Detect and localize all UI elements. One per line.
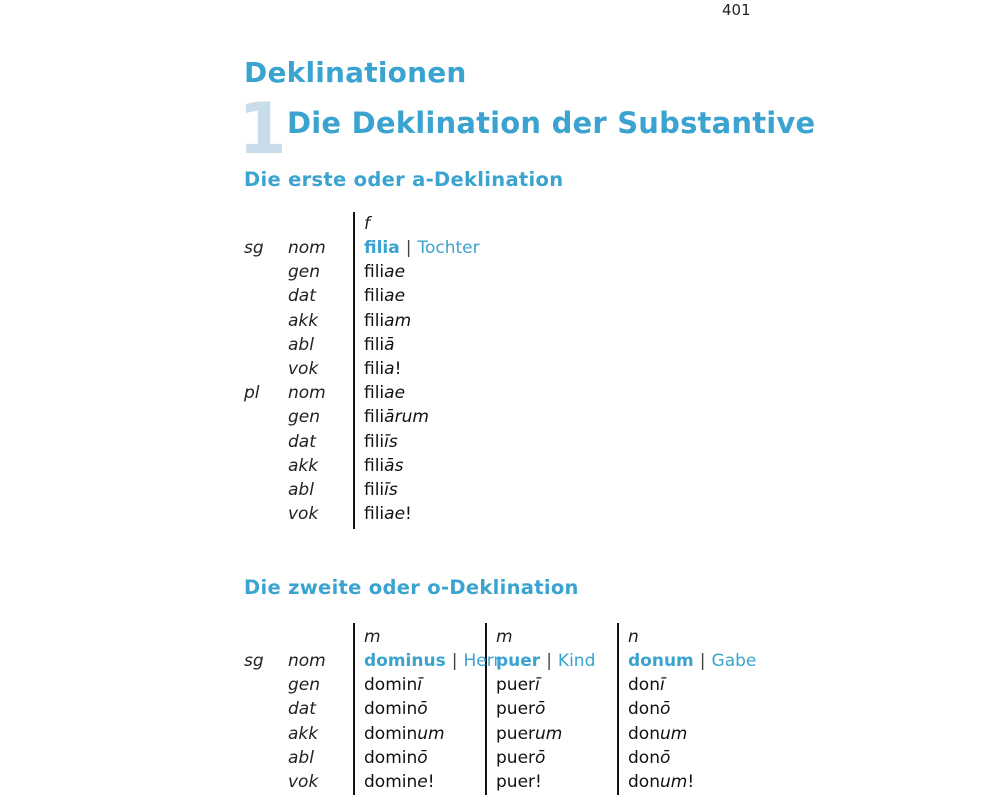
- form-ending: um: [659, 724, 688, 744]
- form-stem: fili: [364, 432, 385, 452]
- case-label: abl: [288, 480, 314, 500]
- word-form: [364, 284, 405, 308]
- form-stem: fili: [364, 262, 385, 282]
- form-stem: fili: [364, 407, 385, 427]
- word-form: [628, 746, 670, 770]
- page-number: 401: [722, 1, 751, 19]
- form-stem: puer: [496, 675, 536, 695]
- case-label: dat: [288, 699, 316, 719]
- number-label: sg: [244, 238, 264, 258]
- form-stem: fili: [364, 335, 385, 355]
- main-heading: Deklinationen: [244, 56, 467, 89]
- word-form: [364, 357, 401, 381]
- case-label: nom: [288, 651, 326, 671]
- form-ending: ī: [535, 675, 540, 695]
- form-stem: domin: [364, 699, 418, 719]
- form-stem: don: [628, 699, 660, 719]
- lemma: dominus: [364, 651, 446, 671]
- form-ending: ō: [417, 748, 428, 768]
- form-stem: puer: [496, 772, 536, 792]
- gloss: Kind: [557, 651, 596, 671]
- form-ending: ārum: [384, 407, 429, 427]
- case-label: dat: [288, 286, 316, 306]
- separator: |: [699, 651, 706, 671]
- chapter-title: Die Deklination der Substantive: [287, 106, 816, 140]
- number-label: sg: [244, 651, 264, 671]
- form-stem: puer: [496, 748, 536, 768]
- form-ending: ō: [659, 748, 671, 768]
- lemma: filia: [364, 238, 400, 258]
- word-form: [496, 746, 545, 770]
- gloss: Herr: [463, 651, 501, 671]
- case-label: gen: [288, 407, 321, 427]
- word-form: [364, 430, 398, 454]
- form-ending: ō: [659, 699, 671, 719]
- gloss: Tochter: [417, 238, 480, 258]
- word-form: [364, 697, 428, 721]
- lemma-entry: [628, 649, 756, 673]
- word-form: [364, 673, 422, 697]
- case-label: akk: [288, 724, 319, 744]
- form-ending: um: [417, 724, 445, 744]
- form-punct: !: [405, 504, 412, 524]
- gender-label: m: [364, 627, 381, 647]
- form-ending: am: [384, 311, 412, 331]
- word-form: [364, 260, 405, 284]
- word-form: [496, 697, 545, 721]
- word-form: [364, 405, 429, 429]
- lemma-entry: [364, 236, 480, 260]
- word-form: [364, 502, 412, 526]
- form-stem: fili: [364, 286, 385, 306]
- case-label: akk: [288, 456, 319, 476]
- form-ending: ō: [535, 699, 546, 719]
- form-stem: don: [628, 675, 660, 695]
- word-form: [628, 770, 694, 794]
- table-divider: [617, 623, 619, 795]
- table-divider: [353, 212, 355, 529]
- gender-label: n: [628, 627, 639, 647]
- form-punct: !: [394, 359, 402, 379]
- word-form: [496, 673, 540, 697]
- form-ending: ī: [659, 675, 665, 695]
- form-stem: domin: [364, 675, 418, 695]
- table-divider: [353, 623, 355, 795]
- form-ending: e: [417, 772, 428, 792]
- case-label: abl: [288, 748, 314, 768]
- form-stem: fili: [364, 456, 385, 476]
- word-form: [496, 770, 542, 794]
- case-label: akk: [288, 311, 319, 331]
- form-stem: fili: [364, 359, 385, 379]
- case-label: vok: [288, 359, 319, 379]
- form-stem: fili: [364, 504, 385, 524]
- form-stem: puer: [496, 724, 536, 744]
- form-punct: !: [687, 772, 695, 792]
- word-form: [496, 722, 562, 746]
- form-stem: don: [628, 724, 660, 744]
- word-form: [364, 454, 403, 478]
- case-label: dat: [288, 432, 316, 452]
- word-form: [364, 309, 411, 333]
- section-title-a-declension: Die erste oder a-Deklination: [244, 168, 564, 191]
- lemma-entry: [496, 649, 595, 673]
- case-label: gen: [288, 262, 321, 282]
- form-ending: īs: [384, 432, 398, 452]
- form-ending: a: [384, 359, 395, 379]
- form-ending: ō: [535, 748, 546, 768]
- word-form: [364, 746, 428, 770]
- chapter-number: 1: [238, 88, 287, 170]
- case-label: vok: [288, 504, 319, 524]
- form-stem: fili: [364, 311, 385, 331]
- form-ending: ae: [384, 383, 406, 403]
- word-form: [364, 770, 435, 794]
- separator: |: [451, 651, 458, 671]
- form-ending: ae: [384, 504, 406, 524]
- case-label: nom: [288, 383, 326, 403]
- gloss: Gabe: [711, 651, 757, 671]
- lemma: puer: [496, 651, 541, 671]
- section-title-o-declension: Die zweite oder o-Deklination: [244, 576, 579, 599]
- case-label: gen: [288, 675, 321, 695]
- separator: |: [546, 651, 552, 671]
- gender-label: m: [496, 627, 513, 647]
- word-form: [364, 722, 445, 746]
- form-ending: ās: [384, 456, 404, 476]
- case-label: abl: [288, 335, 314, 355]
- form-stem: fili: [364, 383, 385, 403]
- form-punct: !: [427, 772, 435, 792]
- form-stem: puer: [496, 699, 536, 719]
- separator: |: [405, 238, 412, 258]
- case-label: vok: [288, 772, 319, 792]
- form-stem: domin: [364, 772, 418, 792]
- form-stem: don: [628, 772, 660, 792]
- form-stem: don: [628, 748, 660, 768]
- word-form: [628, 673, 665, 697]
- form-stem: domin: [364, 748, 418, 768]
- form-stem: fili: [364, 480, 385, 500]
- lemma-entry: [364, 649, 500, 673]
- word-form: [628, 722, 687, 746]
- word-form: [364, 478, 398, 502]
- form-ending: um: [659, 772, 688, 792]
- lemma: donum: [628, 651, 694, 671]
- number-label: pl: [244, 383, 260, 403]
- form-ending: ō: [417, 699, 428, 719]
- case-label: nom: [288, 238, 326, 258]
- form-punct: !: [535, 772, 542, 792]
- form-stem: domin: [364, 724, 418, 744]
- form-ending: ae: [384, 286, 406, 306]
- form-ending: ae: [384, 262, 406, 282]
- form-ending: īs: [384, 480, 398, 500]
- word-form: [364, 381, 405, 405]
- form-ending: ā: [384, 335, 395, 355]
- word-form: [364, 333, 395, 357]
- form-ending: ī: [417, 675, 422, 695]
- gender-label: f: [364, 214, 370, 234]
- word-form: [628, 697, 670, 721]
- form-ending: um: [535, 724, 563, 744]
